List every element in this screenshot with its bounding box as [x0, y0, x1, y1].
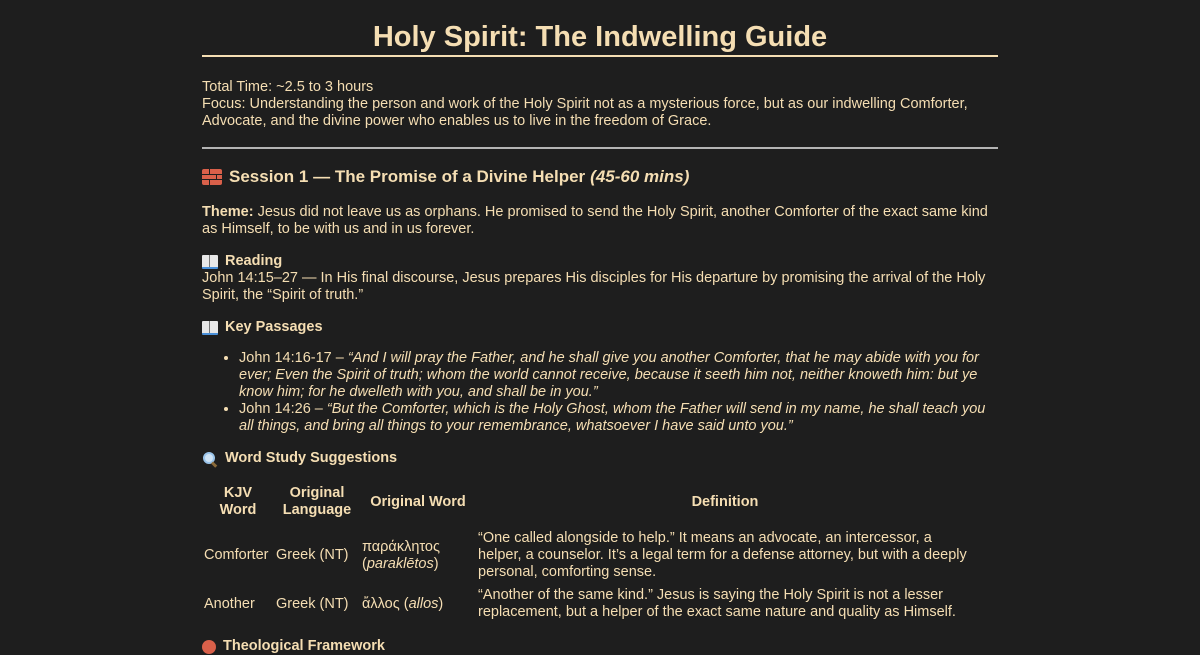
theme-paragraph — [202, 204, 998, 238]
original-word-cell: ἄλλος (allos) — [362, 595, 444, 612]
key-passages-heading-label: Key Passages — [225, 319, 323, 335]
theme-text: Jesus did not leave us as orphans. He promised to send the Holy Spirit, another Comforter of the exact same kind as Himself, to be with us and in us forever. — [202, 204, 988, 237]
column-header: KJV Word — [219, 485, 257, 518]
session-duration: (45-60 mins) — [590, 167, 690, 186]
key-passages-list — [202, 350, 998, 435]
language-cell: Greek (NT) — [276, 595, 349, 612]
table-header-row — [202, 477, 974, 527]
book-icon — [202, 321, 218, 335]
session-title: Session 1 — The Promise of a Divine Helper — [229, 167, 586, 186]
language-cell: Greek (NT) — [276, 547, 349, 563]
definition-cell: “Another of the same kind.” Jesus is saying the Holy Spirit is not a lesser replacement, but a helper of the exact same nature and quality as Himself. — [478, 587, 956, 620]
document — [202, 0, 998, 655]
title-divider — [202, 55, 998, 57]
next-section-heading — [202, 638, 998, 655]
page-title: Holy Spirit: The Indwelling Guide — [372, 21, 828, 53]
reading-heading — [202, 253, 998, 270]
definition-cell: “One called alongside to help.” It means an advocate, an intercessor, a helper, a counselor. It’s a legal term for a defense attorney, but with a deeply personal, comforting sense. — [478, 530, 967, 580]
table-row — [202, 584, 974, 624]
reading-heading-label: Reading — [225, 253, 283, 269]
original-word-cell: παράκλητος (paraklētos) — [362, 538, 440, 572]
original-word: παράκλητος — [362, 538, 440, 555]
list-item — [239, 350, 998, 401]
passage-ref: John 14:16-17 – — [239, 350, 348, 366]
theme-label: Theme: — [202, 204, 254, 220]
list-item — [239, 401, 998, 435]
brick-icon — [202, 169, 222, 185]
section-icon — [202, 640, 216, 654]
key-passages-heading — [202, 319, 998, 336]
section-divider — [202, 147, 998, 149]
word-study-heading — [202, 450, 998, 467]
intro — [202, 79, 998, 130]
transliteration: allos — [408, 595, 439, 612]
next-section-label: Theological Framework — [223, 638, 385, 654]
column-header: Original Language — [282, 485, 352, 518]
session-heading — [202, 166, 998, 188]
magnifier-icon — [202, 451, 218, 467]
passage-quote: “But the Comforter, which is the Holy Ghost, whom the Father will send in my name, he shall teach you all things, and bring all things to your remembrance, whatsoever I have said unto you.” — [239, 401, 986, 434]
transliteration: paraklētos — [366, 555, 434, 572]
kjv-word-cell: Another — [204, 595, 255, 612]
focus-text: Focus: Understanding the person and work of the Holy Spirit not as a mysterious force, but as our indwelling Comforter, Advocate, and the divine power who enables us to live in the freedom of Grace. — [202, 96, 968, 129]
book-icon — [202, 255, 218, 269]
kjv-word-cell: Comforter — [204, 547, 269, 563]
passage-quote: “And I will pray the Father, and he shall give you another Comforter, that he may abide with you for ever; Even the Spirit of truth; whom the world cannot receive, because it seeth him not, neither knoweth him: but ye know him; for he dwelleth with you, and shall be in you.” — [239, 350, 979, 400]
passage-ref: John 14:26 – — [239, 401, 327, 417]
original-word: ἄλλος — [362, 595, 400, 612]
column-header: Definition — [691, 493, 759, 510]
table-row — [202, 527, 974, 584]
word-study-heading-label: Word Study Suggestions — [225, 450, 398, 466]
column-header: Original Word — [370, 493, 466, 510]
total-time: Total Time: ~2.5 to 3 hours — [202, 79, 374, 95]
word-study-table — [202, 477, 974, 624]
reading-text: John 14:15–27 — In His final discourse, Jesus prepares His disciples for His departure by promising the arrival of the Holy Spirit, the “Spirit of truth.” — [202, 270, 986, 303]
